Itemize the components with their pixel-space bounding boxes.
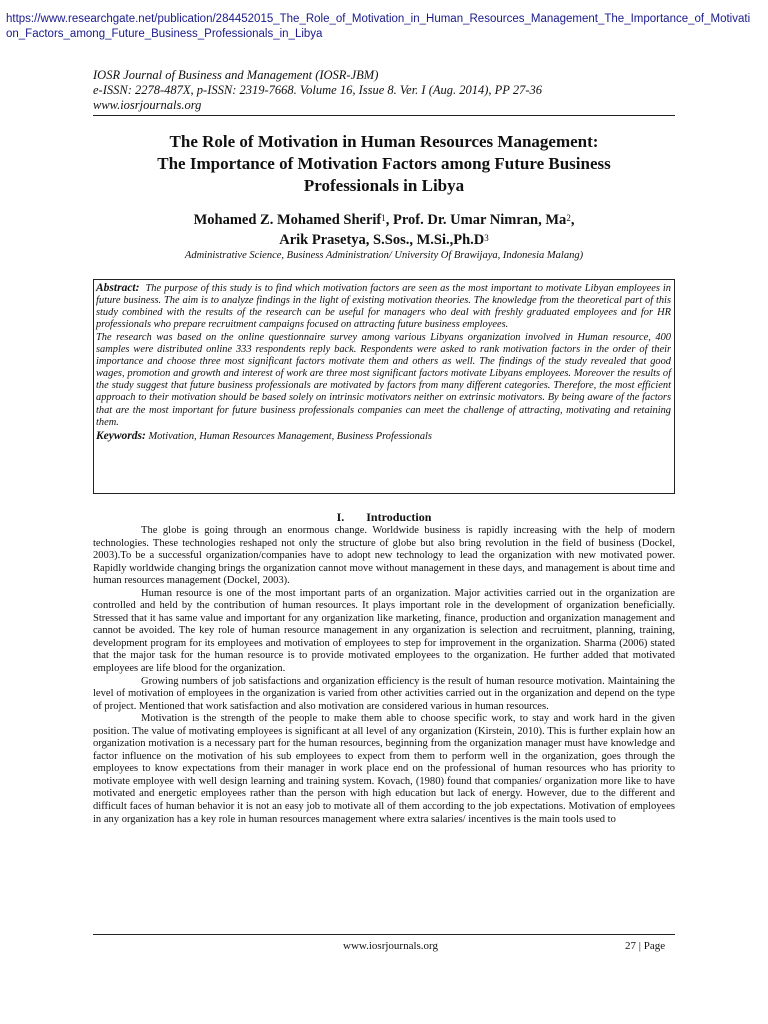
section-number: I. <box>336 510 345 524</box>
author-list <box>93 210 675 250</box>
body-text <box>93 525 675 935</box>
journal-website: www.iosrjournals.org <box>93 98 202 112</box>
body-paragraph-1: The globe is going through an enormous change. Worldwide business is rapidly increasing with the help of modern technologies. These technologies reshaped not only the structure of globe but also bring revolution in the field of business (Dockel, 2003).To be a successful organization/companies have to adopt new technology to lead the organization with new motivated power. Rapidly worldwide changing brings the organization cannot move without management in these days, and management is about time and human resources management (Dockel, 2003). <box>93 525 675 587</box>
author-2-affil: 2 <box>566 213 571 223</box>
abstract-box <box>93 279 675 494</box>
journal-issn: e-ISSN: 2278-487X, p-ISSN: 2319-7668. Volume 16, Issue 8. Ver. I (Aug. 2014), PP 27-36 <box>93 83 543 97</box>
abstract-text-1: The purpose of this study is to find which motivation factors are seen as the most important to motivate Libyan employees in future business. The aim is to analyze findings in the light of existing motivation theories. The knowledge from the theoretical part of this study combined with the results of the research can be useful for managers who deal with freshly graduated employees and for HR professionals who prepare recruitment campaigns focused on attracting future business employees. <box>96 283 671 331</box>
abstract-label: Abstract: <box>96 282 140 294</box>
footer-website: www.iosrjournals.org <box>343 940 439 952</box>
journal-header <box>93 68 693 113</box>
author-2-tail: , <box>570 212 575 228</box>
paper-title <box>93 131 675 197</box>
body-paragraph-4: Motivation is the strength of the people to make them able to choose specific work, to stay and work hard in the given position. The value of motivating employees is significant at all level of any organization (Kirstein, 2010). This is further explain how an organization motivation is a necessary part for the human resources, beginning from the organization manager must have knowledge and factor influence on the motivation of his sub employees to expect from them to perform well in the organization, goes through the employees to know expectations from their manager in work place end on the professional of human resources who has priority to motivate employee with well design learning and training system. Kovach, (1980) found that companies/ organization more like to have motivated and energetic employees rather than the person with high education but lack of energy. However, due to the different and difficult faces of human behavior it is not an easy job to motivate all of them according to the job expectations. Motivation of employees in any organization has a key role in human resources management where extra salaries/ incentives is the main tools used to <box>93 713 675 825</box>
keywords <box>96 430 671 443</box>
author-3-affil: 3 <box>484 233 489 243</box>
section-title: Introduction <box>366 510 432 524</box>
body-paragraph-2: Human resource is one of the most important parts of an organization. Major activities carried out in the organization are controlled and held by the contribution of human resources. It plays important role in the development of organization beneficially. Stressed that it has same value and important for any organization like marketing, finance, production and organization management and cannot be avoided. The key role of human resource management in any organization is selection and recruitment, planning, training, development program for its employees and motivation of employees to step for improvement in the organization. Sharma (2006) stated that the major task for the human resource is to provide motivated employees to the organization. He further added that motivated employees are life blood for the organization. <box>93 587 675 675</box>
header-rule <box>93 115 675 116</box>
title-line-2: The Importance of Motivation Factors among Future Business <box>157 154 611 173</box>
page-number: 27 | Page <box>625 940 666 952</box>
author-3: Arik Prasetya, S.Sos., M.Si.,Ph.D <box>279 232 485 248</box>
section-heading <box>93 510 675 524</box>
journal-name: IOSR Journal of Business and Management (IOSR-JBM) <box>93 68 379 82</box>
keywords-text: Motivation, Human Resources Management, Business Professionals <box>148 430 432 442</box>
author-1: Mohamed Z. Mohamed Sherif <box>193 212 382 228</box>
author-1-affil: 1 <box>381 213 386 223</box>
title-line-3: Professionals in Libya <box>303 176 465 195</box>
keywords-label: Keywords: <box>96 429 146 442</box>
affiliation: Administrative Science, Business Administration/ University Of Brawijaya, Indonesia Malang) <box>184 250 584 261</box>
abstract-paragraph-1 <box>96 282 671 332</box>
author-2: , Prof. Dr. Umar Nimran, Ma <box>385 212 567 228</box>
body-paragraph-3: Growing numbers of job satisfactions and organization efficiency is the result of human resource motivation. Maintaining the level of motivation of employees in the organization is varied from other activities carried out in the organization and depend on the type of project. Mentioned that work satisfaction and also motivation are considered various in human resources. <box>93 675 675 712</box>
title-line-1: The Role of Motivation in Human Resources Management: <box>169 132 599 151</box>
source-url[interactable]: https://www.researchgate.net/publication/284452015_The_Role_of_Motivation_in_Human_Resources_Management_The_Importance_of_Motivation_Factors_among_Future_Business_Professionals_in_Libya <box>6 13 751 40</box>
abstract-paragraph-2: The research was based on the online questionnaire survey among various Libyans organization involved in Human resource, 400 samples were distributed online 333 respondents reply back. Respondents were asked to rank motivation factors in the order of their importance and choose three most significant factors motivate them and others as well. The findings of the study revealed that good wages, promotion and growth and interest of work are three most significant factors motivate Libyans employees. Moreover the results of the study suggest that future business professionals are motivated by factors from many different categories. Therefore, the most efficient approach to their motivation should be based solely on intrinsic motivators neither on extrinsic motivators. By being aware of the factors that are the most important for future business professionals companies can meet the challenge of attracting, motivating and retaining them. <box>96 331 671 428</box>
footer-rule <box>93 934 675 935</box>
